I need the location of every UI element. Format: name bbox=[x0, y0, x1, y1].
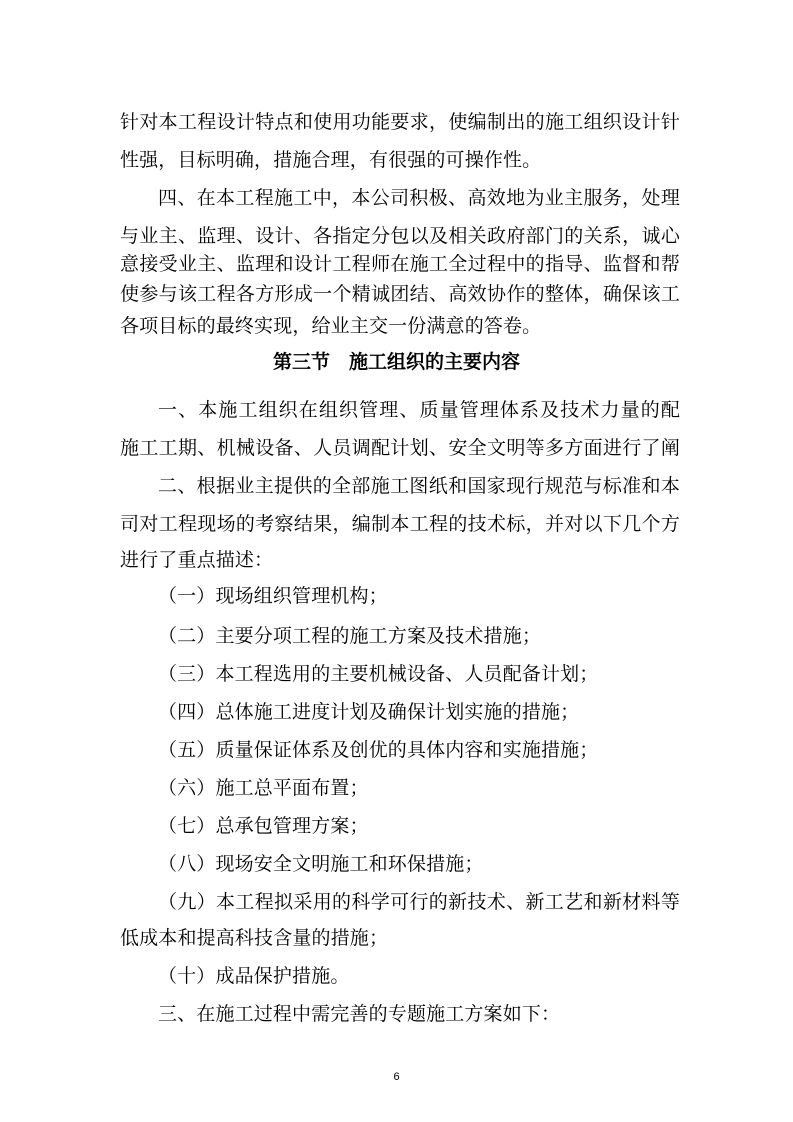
paragraph-line: 使参与该工程各方形成一个精诚团结、高效协作的整体，确保该工 bbox=[120, 283, 680, 305]
list-item: （二）主要分项工程的施工方案及技术措施； bbox=[158, 625, 542, 647]
paragraph-line: 进行了重点描述： bbox=[120, 549, 274, 571]
list-item: （一）现场组织管理机构； bbox=[158, 585, 388, 607]
list-item: （八）现场安全文明施工和环保措施； bbox=[158, 853, 484, 875]
list-item: （四）总体施工进度计划及确保计划实施的措施； bbox=[158, 701, 580, 723]
list-item: （三）本工程选用的主要机械设备、人员配备计划； bbox=[158, 663, 599, 685]
page-number: 6 bbox=[393, 1071, 400, 1083]
list-item-continuation: 低成本和提高科技含量的措施； bbox=[120, 927, 389, 949]
paragraph-line: 各项目标的最终实现，给业主交一份满意的答卷。 bbox=[120, 315, 542, 337]
list-item: （七）总承包管理方案； bbox=[158, 815, 369, 837]
list-item: （六）施工总平面布置； bbox=[158, 777, 369, 799]
paragraph-line: 二、根据业主提供的全部施工图纸和国家现行规范与标准和本 bbox=[158, 475, 680, 497]
paragraph-line: 三、在施工过程中需完善的专题施工方案如下： bbox=[158, 1003, 561, 1025]
paragraph-line: 性强，目标明确，措施合理，有很强的可操作性。 bbox=[120, 149, 542, 171]
paragraph-line: 施工工期、机械设备、人员调配计划、安全文明等多方面进行了阐 bbox=[120, 437, 680, 459]
paragraph-line: 针对本工程设计特点和使用功能要求，使编制出的施工组织设计针 bbox=[120, 111, 680, 133]
paragraph-line: 一、本施工组织在组织管理、质量管理体系及技术力量的配 bbox=[158, 399, 680, 421]
paragraph-line: 四、在本工程施工中，本公司积极、高效地为业主服务，处理 bbox=[158, 187, 680, 209]
paragraph-line: 司对工程现场的考察结果，编制本工程的技术标，并对以下几个方 bbox=[120, 513, 680, 535]
paragraph-line: 意接受业主、监理和设计工程师在施工全过程中的指导、监督和帮 bbox=[120, 253, 680, 275]
paragraph-line: 与业主、监理、设计、各指定分包以及相关政府部门的关系，诚心 bbox=[120, 225, 680, 247]
list-item: （十）成品保护措施。 bbox=[158, 965, 350, 987]
section-heading: 第三节 施工组织的主要内容 bbox=[272, 351, 520, 373]
list-item: （九）本工程拟采用的科学可行的新技术、新工艺和新材料等 bbox=[158, 891, 680, 913]
list-item: （五）质量保证体系及创优的具体内容和实施措施； bbox=[158, 739, 599, 761]
